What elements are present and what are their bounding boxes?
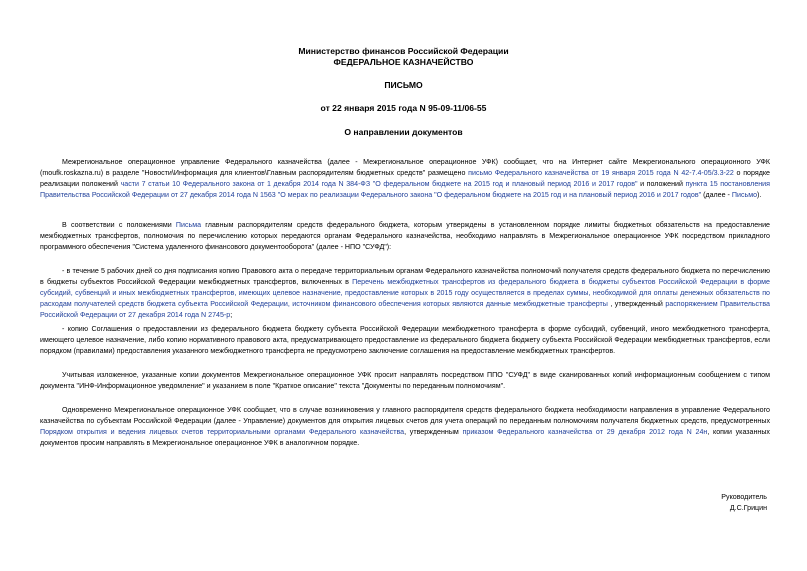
paragraph-1-text: и положений (637, 179, 686, 188)
paragraph-4-text: - копию Соглашения о предоставлении из федерального бюджета бюджету субъекта Российской Федерации межбюджетного трансферта в форме субсидий, субвенций, иного межбюджетного трансферта, имеющего целевое назначение, либо копию нормативного правового акта, предусматривающего предоставление из федерального бюджета бюджету субъекта Российской Федерации межбюджетных трансфертов, если порядком (правилами) предоставления указанного межбюджетного трансферта не предусмотрено заключение соглашения на предоставление межбюджетных трансфертов. (40, 325, 770, 355)
signature-name: Д.С.Грицин (729, 504, 767, 512)
paragraph-3-text: - в течение 5 рабочих дней со дня подписания копию Правового акта о передаче территориальным органам Федерального казначейства полномочий получателя средств федерального бюджета по перечислению в бюджеты субъектов Российской Федерации межбюджетных трансфертов, включенных в (40, 267, 770, 286)
paragraph-1-text: (далее - (701, 190, 732, 199)
paragraph-5-text: Учитывая изложенное, указанные копии документов Межрегиональное операционное УФК просит направлять посредством ППО "СУФД" в виде сканированных копий информационным сообщением с типом документа "ИНФ-Информационное уведомление" и указанием в поле "Краткое описание" текста "Документы по переданным полномочиям". (40, 371, 770, 390)
paragraph-4 (40, 324, 770, 357)
document-type: ПИСЬМО (384, 80, 423, 90)
document-subject: О направлении документов (344, 127, 463, 137)
paragraph-3-text: ; (230, 310, 233, 319)
link-accounts-procedure[interactable]: Порядком открытия и ведения лицевых счетов территориальными органами Федерального казначейства (40, 427, 405, 436)
paragraph-2-text: В соответствии с положениями (62, 221, 176, 229)
paragraph-5 (40, 370, 770, 392)
paragraph-2-text: главным распорядителям средств федерального бюджета, которым утверждены в установленном порядке лимиты бюджетных обязательств на предоставление межбюджетных трансфертов, полномочия по перечислению которых передаются органам Федерального казначейства, необходимо направлять в Межрегиональное операционное УФК посредством прикладного программного обеспечения "Система удаленного финансового документооборота" (далее - НПО "СУФД"): (40, 221, 770, 251)
link-transfer-list[interactable]: Перечень межбюджетных трансфертов из федерального бюджета в бюджеты субъектов Российской Федерации в форме субсидий, субвенций и иных межбюджетных трансфертов, имеющих целевое назначение, предоставление которых в 2015 году осуществляется в пределах суммы, необходимой для оплаты денежных обязательств по расходам получателей средств бюджета субъекта Российской Федерации, источником финансового обеспечения которых являются данные межбюджетные трансферты (40, 277, 770, 308)
signature-position: Руководитель (721, 493, 767, 501)
paragraph-6-text: Одновременно Межрегиональное операционное УФК сообщает, что в случае возникновения у главного распорядителя средств федерального бюджета необходимости направления в управление Федерального казначейства по субъектам Российской Федерации (далее - Управление) документов для открытия лицевых счетов для учета операций по переданным полномочиям получателя бюджетных средств, предусмотренных (40, 406, 770, 425)
paragraph-2 (40, 220, 770, 253)
document-date-number: от 22 января 2015 года N 95-09-11/06-55 (320, 103, 487, 113)
link-letter[interactable]: Письма (175, 221, 202, 229)
paragraph-1 (40, 157, 770, 201)
paragraph-6-text: , копии указанных документов просим направлять в Межрегиональное операционное УФК в аналогичном порядке. (40, 427, 770, 447)
ministry-name: Министерство финансов Российской Федерации (298, 46, 509, 56)
link-letter-fk[interactable]: письмо Федерального казначейства от 19 января 2015 года N 42-7.4-05/3.3-22 (468, 168, 734, 177)
paragraph-3 (40, 266, 770, 321)
paragraph-1-text: о порядке реализации положений (40, 168, 770, 188)
paragraph-3-text: , утвержденный (607, 299, 666, 308)
paragraph-1-text: Межрегиональное операционное управление Федерального казначейства (далее - Межрегиональное операционное УФК) сообщает, что на Интернет сайте Межрегионального операционного УФК (moufk.roskazna.ru) в разделе "Новости\Информация для клиентов\Главным распорядителям бюджетных средств" размещено (40, 158, 770, 177)
paragraph-1-text: ). (757, 190, 762, 199)
link-order-2745[interactable]: распоряжением Правительства Российской Федерации от 27 декабря 2014 года N 2745-р (40, 299, 770, 319)
link-federal-law-384[interactable]: части 7 статьи 10 Федерального закона от 1 декабря 2014 года N 384-ФЗ "О федеральном бюджете на 2015 год и плановый период 2016 и 2017 годов" (120, 179, 638, 188)
paragraph-6-text: , утвержденным (404, 427, 463, 436)
link-letter[interactable]: Письмо (731, 190, 758, 199)
paragraph-6 (40, 405, 770, 449)
agency-name: ФЕДЕРАЛЬНОЕ КАЗНАЧЕЙСТВО (333, 57, 474, 67)
link-order-24n[interactable]: приказом Федерального казначейства от 29 декабря 2012 года N 24н (462, 427, 708, 436)
link-resolution-1563[interactable]: пункта 15 постановления Правительства Российской Федерации от 27 декабря 2014 года N 1563 "О мерах по реализации Федерального закона "О федеральном бюджете на 2015 год и на плановый период 2016 и 2017 годов" (40, 179, 770, 199)
